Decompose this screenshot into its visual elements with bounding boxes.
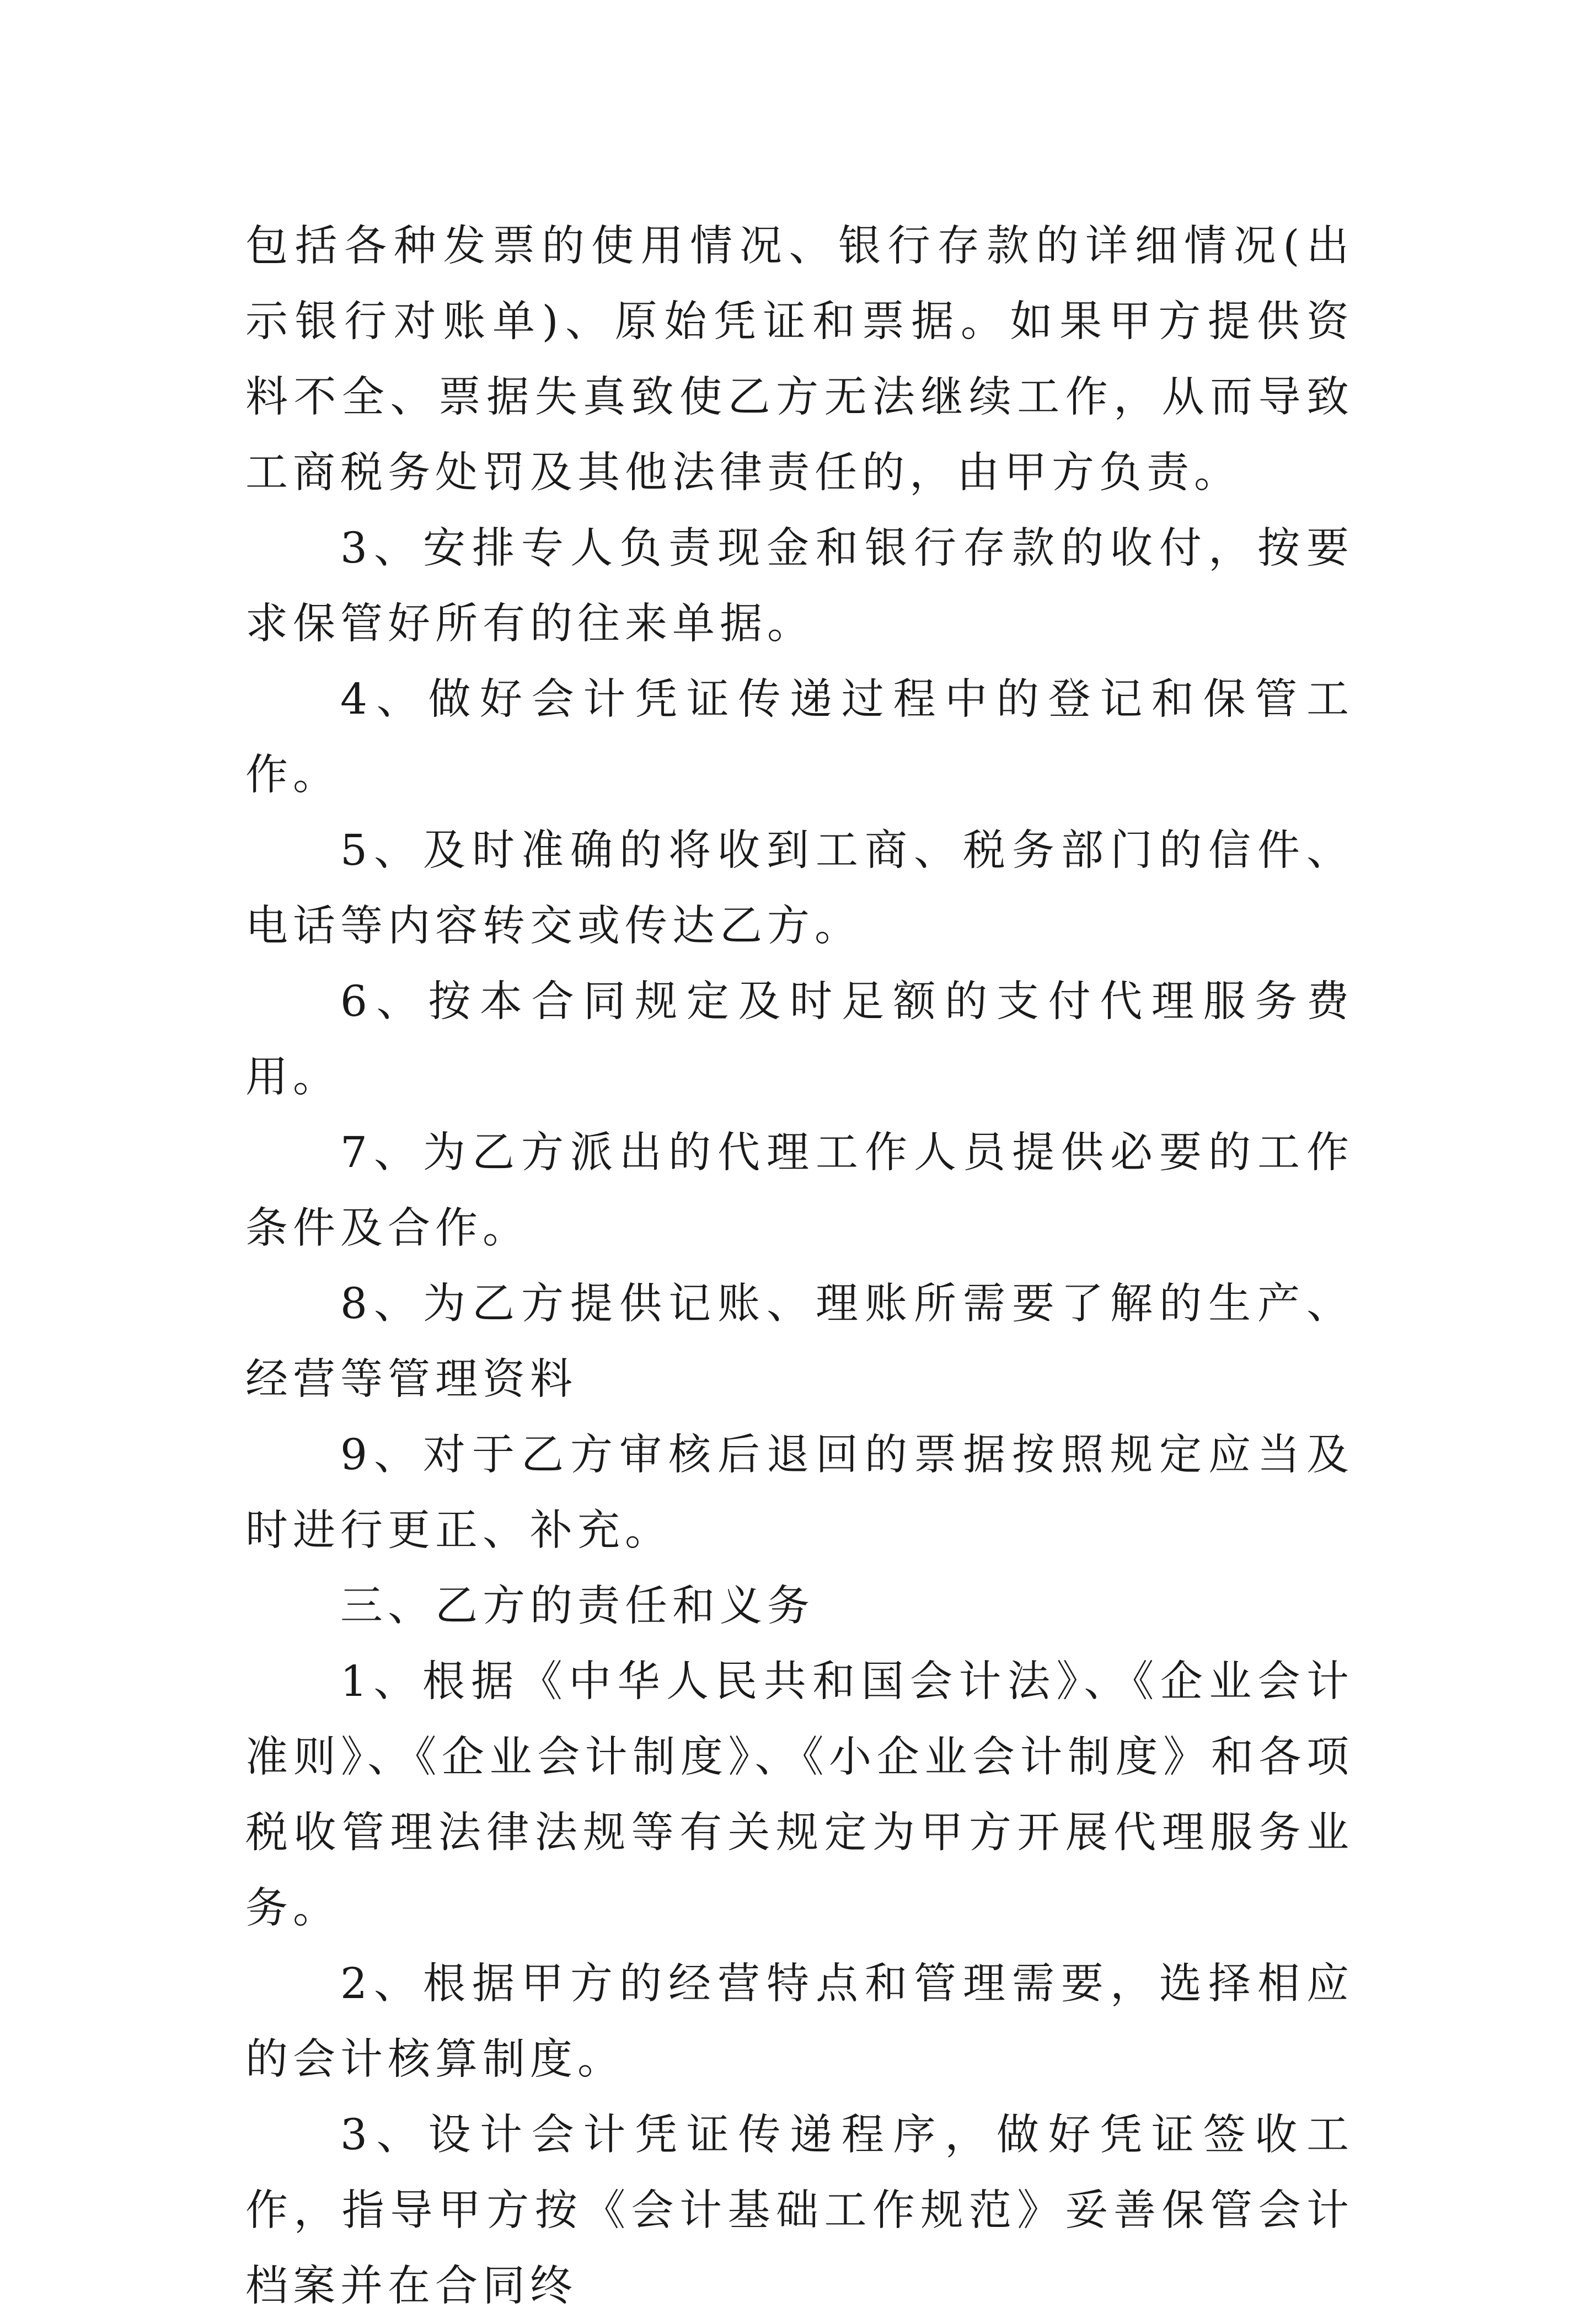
paragraph-item-5-message-relay: 5、及时准确的将收到工商、税务部门的信件、电话等内容转交或传达乙方。	[245, 826, 1354, 951]
paragraph-b-item-2-accounting-system: 2、根据甲方的经营特点和管理需要，选择相应的会计核算制度。	[245, 1959, 1354, 2084]
paragraph-item-8-management-materials: 8、为乙方提供记账、理账所需要了解的生产、经营等管理资料	[245, 1279, 1354, 1404]
paragraph-item-4-voucher-registration: 4、做好会计凭证传递过程中的登记和保管工作。	[245, 675, 1354, 800]
paragraph-item-3-cash-handling: 3、安排专人负责现金和银行存款的收付，按要求保管好所有的往来单据。	[245, 524, 1354, 649]
paragraph-b-item-1-legal-basis: 1、根据《中华人民共和国会计法》、《企业会计准则》、《企业会计制度》、《小企业会计制度》和各项税收管理法律法规等有关规定为甲方开展代理服务业务。	[245, 1657, 1354, 1933]
paragraph-continuation: 包括各种发票的使用情况、银行存款的详细情况(出示银行对账单)、原始凭证和票据。如果甲方提供资料不全、票据失真致使乙方无法继续工作，从而导致工商税务处罚及其他法律责任的，由甲方负责。	[245, 222, 1354, 497]
paragraph-item-7-working-conditions: 7、为乙方派出的代理工作人员提供必要的工作条件及合作。	[245, 1128, 1354, 1253]
document-body	[245, 208, 1354, 2324]
section-heading-party-b-duties: 三、乙方的责任和义务	[340, 1582, 815, 1631]
paragraph-item-6-fee-payment: 6、按本合同规定及时足额的支付代理服务费用。	[245, 977, 1354, 1102]
paragraph-b-item-3-voucher-procedure: 3、设计会计凭证传递程序，做好凭证签收工作，指导甲方按《会计基础工作规范》妥善保管会计档案并在合同终	[245, 2111, 1354, 2311]
paragraph-item-9-receipt-correction: 9、对于乙方审核后退回的票据按照规定应当及时进行更正、补充。	[245, 1431, 1354, 1555]
